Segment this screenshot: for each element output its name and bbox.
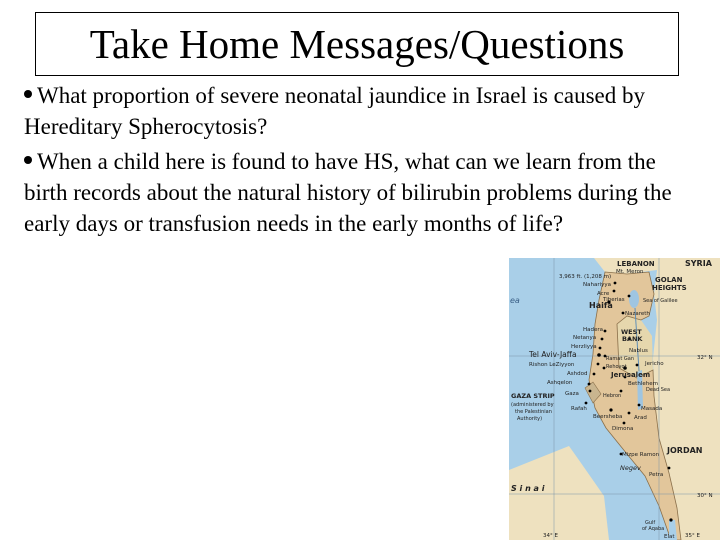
map-label-negev: Negev xyxy=(620,464,641,472)
sea-of-galilee xyxy=(629,290,639,308)
city-dot-acre xyxy=(613,290,616,293)
map-label-lon-34: 34° E xyxy=(543,533,558,539)
map-label-gulf: Gulf xyxy=(645,520,656,526)
map-label-rafah: Rafah xyxy=(571,406,587,412)
map-label-admin-3: Authority) xyxy=(517,416,543,422)
city-dot-gaza xyxy=(589,390,592,393)
slide-title-box xyxy=(35,12,679,76)
map-label-lat-32: 32° N xyxy=(697,355,713,361)
city-dot-elat xyxy=(669,518,672,521)
map-label-nazareth: Nazareth xyxy=(625,311,650,317)
bullet-icon xyxy=(24,156,32,164)
bullet-text: What proportion of severe neonatal jaundice in Israel is caused by Hereditary Spherocytosis? xyxy=(24,83,645,139)
city-dot-beersheba xyxy=(609,408,612,411)
city-dot-ashdod xyxy=(593,373,596,376)
map-label-of-aqaba: of Aqaba xyxy=(642,526,665,532)
map-label-nablus: Nablus xyxy=(629,348,648,354)
city-dot-rafah xyxy=(585,402,588,405)
map-label-acre: Acre xyxy=(597,291,610,297)
map-label-sea: ea xyxy=(510,296,520,305)
city-dot-herzliyya xyxy=(599,347,602,350)
city-dot-nahariyya xyxy=(614,282,617,285)
israel-map xyxy=(509,258,720,540)
city-dot-rehovot xyxy=(603,367,606,370)
map-label-petra: Petra xyxy=(649,472,664,478)
map-label-dimona: Dimona xyxy=(612,426,634,432)
city-dot-ashqelon xyxy=(588,383,591,386)
slide-title: Take Home Messages/Questions xyxy=(89,20,625,67)
map-label-tel-aviv: Tel Aviv-Jaffa xyxy=(529,350,577,359)
city-dot-tiberias xyxy=(628,295,631,298)
map-label-jerusalem: Jerusalem xyxy=(611,371,651,379)
map-label-lon-35: 35° E xyxy=(685,533,700,539)
map-label-admin-2: the Palestinian xyxy=(515,409,552,415)
map-label-golan: GOLAN xyxy=(655,276,683,284)
map-label-meron-elev: 3,963 ft. (1,208 m) xyxy=(559,274,612,280)
bullet-text: When a child here is found to have HS, what can we learn from the birth records about the natural history of bilirubin problems during the early days or transfusion needs in the early months of life? xyxy=(24,149,672,236)
map-label-bethlehem: Bethlehem xyxy=(628,381,658,387)
city-dot-dimona xyxy=(623,422,626,425)
map-label-bank: BANK xyxy=(622,335,643,343)
city-dot-hebron xyxy=(620,390,623,393)
bullet-item xyxy=(24,80,694,142)
city-dot-jericho xyxy=(636,364,639,367)
map-label-arad: Arad xyxy=(634,415,647,421)
map-label-tiberias: Tiberias xyxy=(603,297,625,303)
city-dot-petra xyxy=(668,467,671,470)
city-dot-masada xyxy=(638,404,641,407)
map-label-gaza-strip: GAZA STRIP xyxy=(511,392,555,400)
map-label-lebanon: LEBANON xyxy=(617,260,655,268)
map-label-sinai: S i n a i xyxy=(511,484,545,493)
map-label-ramat-gan: Ramat Gan xyxy=(606,356,635,362)
map-label-masada: Masada xyxy=(641,406,663,412)
map-label-lat-30: 30° N xyxy=(697,493,713,499)
bullet-list xyxy=(24,80,694,243)
city-dot-rishon xyxy=(597,363,600,366)
city-dot-hadera xyxy=(604,330,607,333)
map-label-gaza: Gaza xyxy=(565,391,579,397)
map-label-galilee: Sea of Galilee xyxy=(643,298,678,304)
map-label-hebron: Hebron xyxy=(603,393,622,399)
map-label-beersheba: Beersheba xyxy=(593,414,623,420)
map-label-nahariyya: Nahariyya xyxy=(583,282,612,288)
map-label-mt-meron: Mt. Meron xyxy=(616,269,644,275)
map-label-jericho: Jericho xyxy=(645,361,664,367)
map-label-admin-1: (administered by xyxy=(511,402,554,408)
map-label-ashdod: Ashdod xyxy=(567,371,588,377)
city-dot-tel-aviv xyxy=(597,353,601,357)
map-label-haifa: Haifa xyxy=(589,301,613,310)
city-dot-arad xyxy=(628,412,631,415)
map-label-heights: HEIGHTS xyxy=(652,284,687,292)
map-label-mizpe-ramon: Mizpe Ramon xyxy=(622,452,660,458)
map-label-syria: SYRIA xyxy=(685,259,712,268)
bullet-icon xyxy=(24,90,32,98)
map-label-elat: Elat xyxy=(664,534,675,540)
map-label-hadera: Hadera xyxy=(583,327,604,333)
map-label-ashqelon: Ashqelon xyxy=(547,380,573,386)
city-dot-netanya xyxy=(601,338,604,341)
map-label-netanya: Netanya xyxy=(573,335,597,341)
city-dot-nazareth xyxy=(622,312,625,315)
map-label-herzliyya: Herzliyya xyxy=(571,344,597,350)
bullet-item xyxy=(24,146,694,239)
map-label-rishon: Rishon LeZiyyon xyxy=(529,362,575,368)
map-label-rehovot: Rehovot xyxy=(606,364,627,370)
map-label-dead-sea: Dead Sea xyxy=(646,387,671,393)
map-label-jordan: JORDAN xyxy=(667,446,703,455)
map-label-west: WEST xyxy=(621,328,642,336)
